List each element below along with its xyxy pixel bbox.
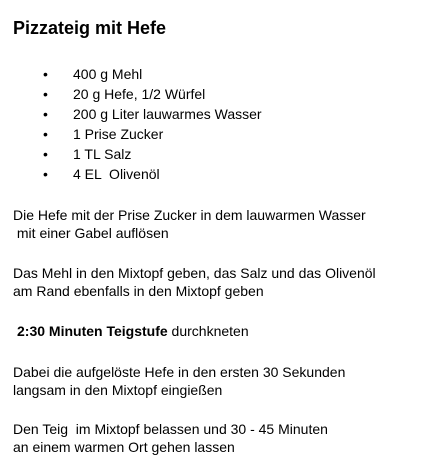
bullet-icon: • xyxy=(43,166,48,182)
instruction-step-1 xyxy=(13,206,366,242)
ingredient-item xyxy=(0,65,143,85)
ingredient-item xyxy=(0,145,132,165)
instruction-line: Die Hefe mit der Prise Zucker in dem lauwarmen Wasser xyxy=(13,207,366,223)
instruction-line: mit einer Gabel auflösen xyxy=(13,225,169,241)
instruction-line: Den Teig im Mixtopf belassen und 30 - 45 Minuten xyxy=(13,421,328,437)
ingredient-label: 400 g Mehl xyxy=(73,66,143,82)
bullet-icon: • xyxy=(43,106,48,122)
instruction-step-4 xyxy=(13,363,345,399)
instruction-line: Das Mehl in den Mixtopf geben, das Salz und das Olivenöl xyxy=(13,265,376,281)
instruction-line: an einem warmen Ort gehen lassen xyxy=(13,439,235,455)
bullet-icon: • xyxy=(43,146,48,162)
bullet-icon: • xyxy=(43,126,48,142)
ingredient-label: 1 Prise Zucker xyxy=(73,126,164,142)
ingredient-label: 4 EL Olivenöl xyxy=(73,166,160,182)
ingredient-item xyxy=(0,105,262,125)
instruction-line: langsam in den Mixtopf eingießen xyxy=(13,382,223,398)
ingredient-item xyxy=(0,85,206,105)
bullet-icon: • xyxy=(43,86,48,102)
bullet-icon: • xyxy=(43,66,48,82)
instruction-line: durchkneten xyxy=(167,323,249,339)
instruction-step-2 xyxy=(13,264,376,300)
kneading-setting: 2:30 Minuten Teigstufe xyxy=(17,323,168,339)
instruction-step-5 xyxy=(13,420,328,456)
ingredient-label: 1 TL Salz xyxy=(73,146,132,162)
ingredient-label: 200 g Liter lauwarmes Wasser xyxy=(73,106,262,122)
ingredient-item xyxy=(0,165,160,185)
ingredient-list xyxy=(0,65,262,185)
instruction-line: Dabei die aufgelöste Hefe in den ersten 30 Sekunden xyxy=(13,364,346,380)
ingredient-item xyxy=(0,125,164,145)
ingredient-label: 20 g Hefe, 1/2 Würfel xyxy=(73,86,206,102)
instruction-line: am Rand ebenfalls in den Mixtopf geben xyxy=(13,283,264,299)
recipe-title: Pizzateig mit Hefe xyxy=(13,18,167,38)
instruction-step-3 xyxy=(17,322,249,340)
